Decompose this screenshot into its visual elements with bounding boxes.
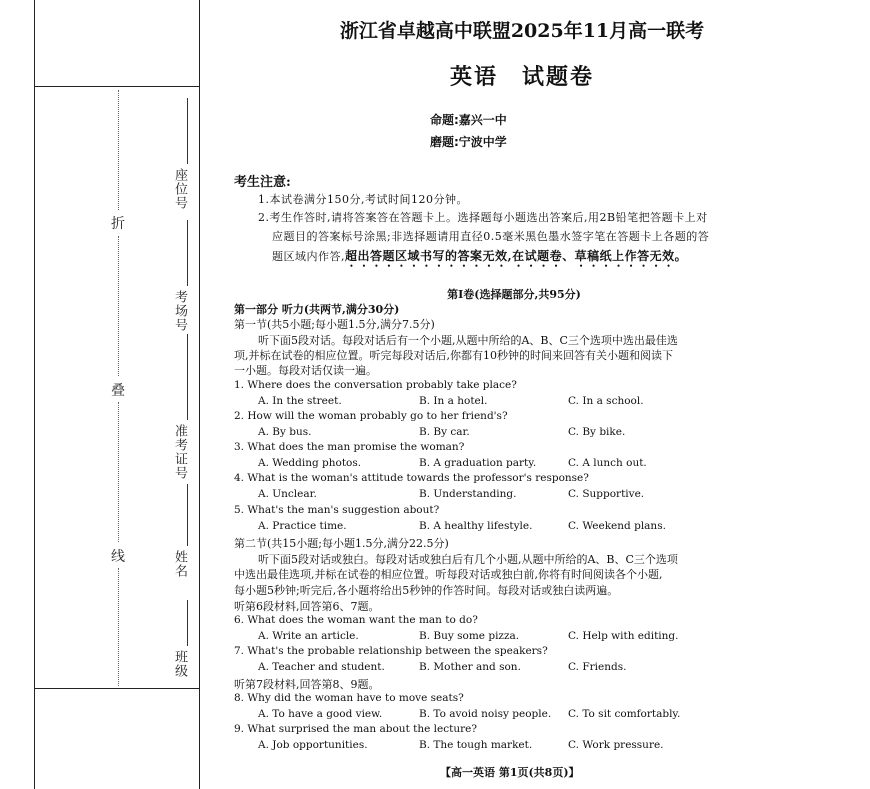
- option-c: C. Help with editing.: [568, 630, 679, 642]
- option-a: A. Teacher and student.: [258, 661, 385, 673]
- name-blank[interactable]: [187, 484, 188, 546]
- binding-strip: [0, 0, 200, 789]
- fold-dots: [118, 568, 119, 686]
- option-b: B. Mother and son.: [419, 661, 521, 673]
- fold-char: 折: [111, 216, 125, 232]
- option-a: A. Wedding photos.: [258, 457, 362, 469]
- option-c: C. Weekend plans.: [568, 520, 666, 532]
- option-a: A. Write an article.: [258, 630, 359, 642]
- material-6-heading: 听第6段材料,回答第6、7题。: [234, 600, 380, 613]
- fold-dots: [118, 90, 119, 210]
- fold-char: 线: [111, 549, 125, 565]
- name-label: 姓名: [172, 550, 187, 578]
- section-1-instruction-3: 一小题。每段对话仅读一遍。: [234, 364, 377, 377]
- seat-number-blank[interactable]: [187, 98, 188, 164]
- subject-name: 英语: [449, 64, 498, 90]
- strip-left-border: [34, 0, 35, 789]
- fold-dots: [118, 236, 119, 376]
- option-a: A. In the street.: [258, 395, 342, 407]
- option-b: B. In a hotel.: [419, 395, 488, 407]
- option-c: C. Supportive.: [568, 488, 645, 500]
- option-b: B. The tough market.: [419, 739, 533, 751]
- option-a: A. Unclear.: [258, 488, 317, 500]
- admission-number-label: 准考证号: [172, 424, 187, 480]
- question-stem: 6. What does the woman want the man to do?: [234, 614, 478, 626]
- question-stem: 9. What surprised the man about the lecture?: [234, 723, 477, 735]
- exam-room-blank[interactable]: [187, 220, 188, 286]
- option-c: C. Work pressure.: [568, 739, 664, 751]
- paper-subtitle: [252, 60, 792, 91]
- section-2-title: 第二节(共15小题;每小题1.5分,满分22.5分): [234, 537, 449, 550]
- fold-char: 叠: [111, 383, 125, 399]
- section-2-instruction-2: 中选出最佳选项,并标在试卷的相应位置。听每段对话或独白前,你将有时间阅读各个小题,: [234, 568, 663, 581]
- volume-title: 第Ⅰ卷(选择题部分,共95分): [447, 288, 581, 301]
- section-2-instruction-1: 听下面5段对话或独白。每段对话或独白后有几个小题,从题中所给的A、B、C三个选项: [258, 553, 678, 566]
- option-b: B. A healthy lifestyle.: [419, 520, 533, 532]
- section-1-instruction-2: 项,并标在试卷的相应位置。听完每段对话后,你都有10秒钟的时间来回答有关小题和阅读下: [234, 349, 673, 362]
- strip-right-border: [199, 0, 200, 789]
- notice-item-2-line-1: 2.考生作答时,请将答案答在答题卡上。选择题每小题选出答案后,用2B铅笔把答题卡上对: [258, 211, 708, 224]
- option-c: C. A lunch out.: [568, 457, 647, 469]
- notice-item-2-line-3: [272, 247, 687, 270]
- reviewer-credit: 磨题:宁波中学: [430, 135, 507, 149]
- notice-plain-text: 题区域内作答,: [272, 250, 345, 263]
- setter-credit: 命题:嘉兴一中: [430, 113, 507, 127]
- option-b: B. Buy some pizza.: [419, 630, 520, 642]
- strip-bottom-divider: [34, 688, 200, 689]
- notice-emphasis-text: 超出答题区域书写的答案无效,在试题卷、草稿纸上作答无效。: [345, 249, 688, 263]
- class-blank[interactable]: [187, 600, 188, 646]
- question-stem: 8. Why did the woman have to move seats?: [234, 692, 464, 704]
- question-stem: 4. What is the woman's attitude towards the professor's response?: [234, 472, 589, 484]
- option-c: C. In a school.: [568, 395, 644, 407]
- question-stem: 7. What's the probable relationship between the speakers?: [234, 645, 548, 657]
- notice-item-2-line-2: 应题目的答案标号涂黑;非选择题请用直径0.5毫米黑色墨水签字笔在答题卡上各题的答: [272, 230, 710, 243]
- admission-number-blank[interactable]: [187, 334, 188, 420]
- option-a: A. Practice time.: [258, 520, 347, 532]
- option-a: A. By bus.: [258, 426, 312, 438]
- exam-room-label: 考场号: [172, 290, 187, 332]
- option-b: B. By car.: [419, 426, 470, 438]
- section-2-instruction-3: 每小题5秒钟;听完后,各小题将给出5秒钟的作答时间。每段对话或独白读两遍。: [234, 584, 619, 597]
- option-b: B. To avoid noisy people.: [419, 708, 552, 720]
- option-b: B. Understanding.: [419, 488, 517, 500]
- option-a: A. Job opportunities.: [258, 739, 368, 751]
- option-a: A. To have a good view.: [258, 708, 383, 720]
- question-stem: 2. How will the woman probably go to her friend's?: [234, 410, 508, 422]
- question-stem: 1. Where does the conversation probably take place?: [234, 379, 517, 391]
- section-1-title: 第一节(共5小题;每小题1.5分,满分7.5分): [234, 318, 435, 331]
- notice-heading: 考生注意:: [234, 175, 291, 190]
- option-b: B. A graduation party.: [419, 457, 537, 469]
- option-c: C. By bike.: [568, 426, 626, 438]
- paper-type: 试题卷: [522, 64, 595, 90]
- material-7-heading: 听第7段材料,回答第8、9题。: [234, 678, 380, 691]
- section-1-instruction-1: 听下面5段对话。每段对话后有一个小题,从题中所给的A、B、C三个选项中选出最佳选: [258, 334, 678, 347]
- question-stem: 5. What's the man's suggestion about?: [234, 504, 440, 516]
- option-c: C. Friends.: [568, 661, 627, 673]
- part-1-title: 第一部分 听力(共两节,满分30分): [234, 303, 400, 316]
- class-label: 班级: [172, 650, 187, 678]
- page-footer: 【高一英语 第1页(共8页)】: [440, 766, 580, 779]
- notice-item-1: 1.本试卷满分150分,考试时间120分钟。: [258, 193, 468, 206]
- option-c: C. To sit comfortably.: [568, 708, 681, 720]
- seat-number-label: 座位号: [172, 168, 187, 210]
- exam-title: 浙江省卓越高中联盟2025年11月高一联考: [339, 20, 705, 42]
- question-stem: 3. What does the man promise the woman?: [234, 441, 465, 453]
- strip-top-divider: [34, 86, 200, 87]
- fold-dots: [118, 402, 119, 542]
